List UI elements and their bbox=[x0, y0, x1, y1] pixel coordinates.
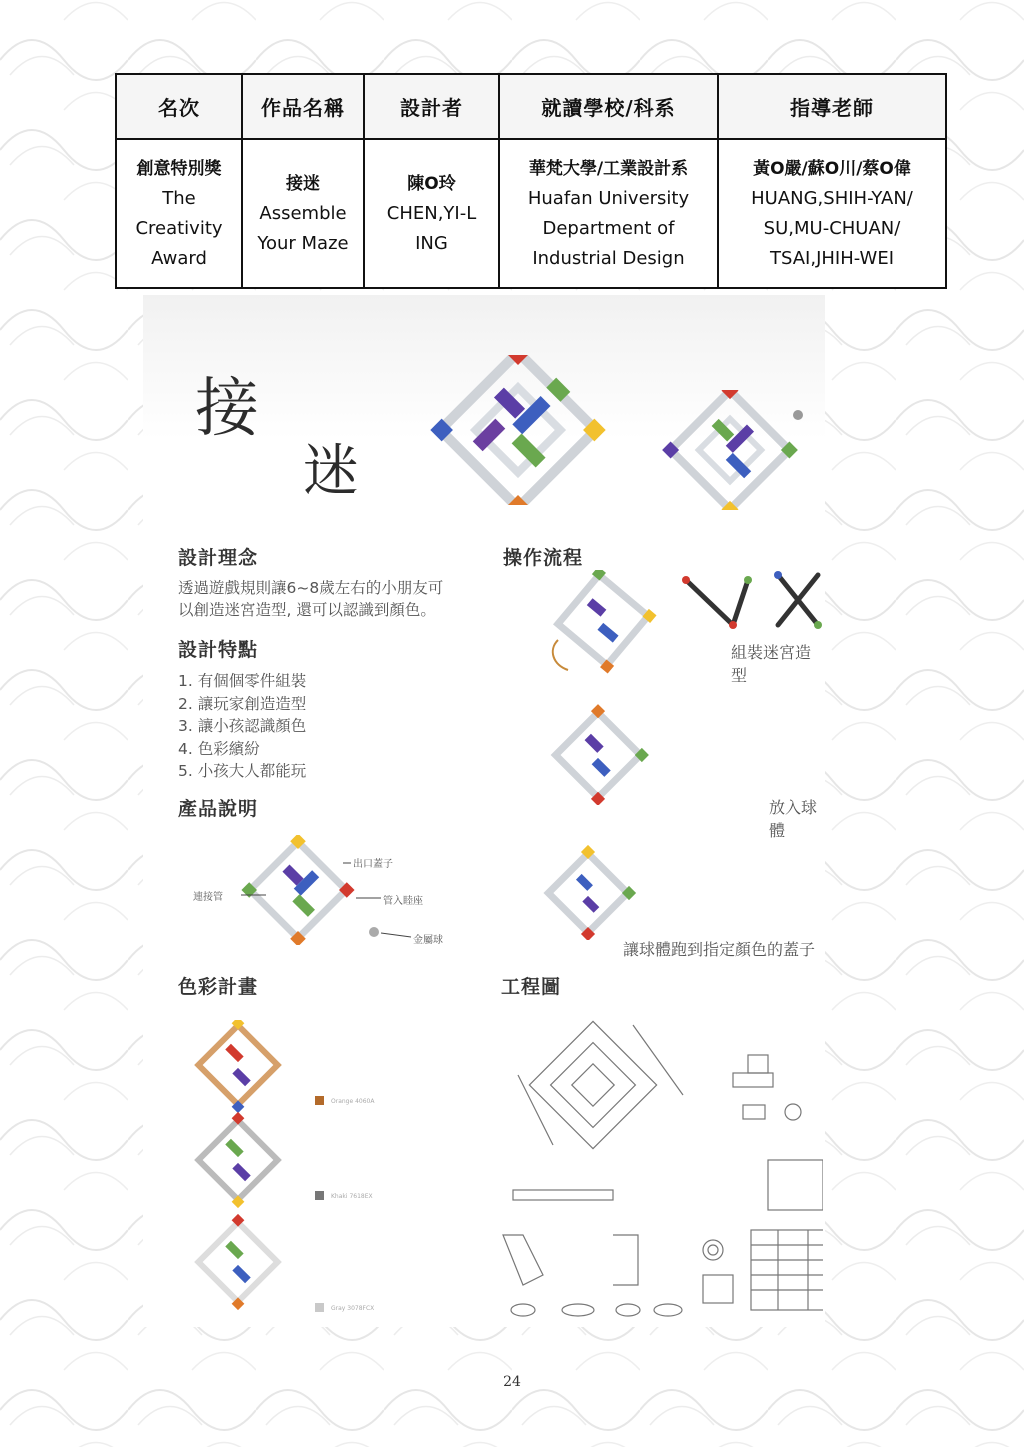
swatch-gray bbox=[315, 1303, 324, 1312]
list-item: 4. 色彩繽紛 bbox=[178, 739, 260, 758]
page-number: 24 bbox=[503, 1374, 521, 1390]
swatch-khaki-label: Khaki 7618EX bbox=[331, 1193, 373, 1200]
header-rank: 名次 bbox=[116, 74, 242, 139]
swatch-khaki bbox=[315, 1191, 324, 1200]
list-item: 1. 有個個零件組裝 bbox=[178, 672, 307, 690]
swatch-orange-label: Orange 4060A bbox=[331, 1098, 375, 1105]
advisor-en-1: HUANG,SHIH-YAN/ bbox=[751, 187, 913, 209]
process-assembly-parts bbox=[678, 565, 825, 640]
header-designer: 設計者 bbox=[364, 74, 499, 139]
engineering-heading: 工程圖 bbox=[501, 976, 562, 998]
work-en-2: Your Maze bbox=[257, 232, 349, 254]
designer-en-1: CHEN,YI-L bbox=[386, 202, 477, 224]
process-heading: 操作流程 bbox=[503, 547, 584, 569]
list-item: 2. 讓玩家創造造型 bbox=[178, 694, 307, 713]
cell-rank bbox=[116, 139, 242, 288]
label-connector: 連接管 bbox=[193, 892, 223, 903]
school-zh: 華梵大學/工業設計系 bbox=[528, 158, 689, 179]
school-en-1: Huafan University bbox=[527, 187, 690, 209]
swatch-gray-label: Gray 3078FCX bbox=[331, 1305, 375, 1312]
rank-en-1: The bbox=[162, 187, 196, 209]
features-heading: 設計特點 bbox=[178, 639, 259, 661]
header-school: 就讀學校/科系 bbox=[499, 74, 718, 139]
concept-line-2: 以創造迷宮造型, 還可以認識到顏色。 bbox=[178, 601, 436, 619]
advisor-zh: 黃O嚴/蘇O川/蔡O偉 bbox=[753, 158, 911, 179]
school-en-2: Department of bbox=[542, 217, 675, 239]
work-en-1: Assemble bbox=[259, 202, 347, 224]
process-step3-render bbox=[533, 845, 643, 940]
table-header-row bbox=[116, 74, 946, 139]
cell-school bbox=[499, 139, 718, 288]
list-item: 5. 小孩大人都能玩 bbox=[178, 762, 307, 780]
color-plan-renders bbox=[183, 1020, 303, 1320]
design-poster bbox=[143, 295, 825, 1327]
concept-heading: 設計理念 bbox=[178, 547, 259, 569]
work-zh: 接迷 bbox=[286, 173, 320, 194]
advisor-en-3: TSAI,JHIH-WEI bbox=[769, 247, 895, 269]
rank-zh: 創意特別獎 bbox=[136, 158, 222, 179]
list-item: 3. 讓小孩認識顏色 bbox=[178, 717, 307, 735]
hero-maze-render-small bbox=[648, 390, 813, 510]
school-en-3: Industrial Design bbox=[532, 247, 685, 269]
label-ball: 金屬球 bbox=[413, 935, 443, 946]
cell-work bbox=[242, 139, 364, 288]
poster-title-char-2: 迷 bbox=[303, 439, 359, 504]
cell-advisor bbox=[718, 139, 946, 288]
rank-en-3: Award bbox=[151, 247, 207, 269]
swatch-orange bbox=[315, 1096, 324, 1105]
award-table bbox=[115, 73, 947, 289]
concept-text bbox=[178, 577, 508, 621]
cell-designer bbox=[364, 139, 499, 288]
step-goal-caption: 讓球體跑到指定顏色的蓋子 bbox=[623, 940, 816, 959]
label-outlet-cover: 出口蓋子 bbox=[353, 859, 393, 870]
advisor-en-2: SU,MU-CHUAN/ bbox=[763, 217, 901, 239]
color-plan-heading: 色彩計畫 bbox=[178, 976, 259, 998]
step-assemble-caption: 組裝迷宮造型 bbox=[731, 643, 812, 685]
rank-en-2: Creativity bbox=[135, 217, 223, 239]
step-ball-caption: 放入球體 bbox=[769, 798, 818, 840]
process-step1-render bbox=[538, 570, 668, 680]
hero-maze-render bbox=[418, 355, 618, 505]
process-step2-render bbox=[543, 700, 653, 805]
concept-line-1: 透過遊戲規則讓6~8歲左右的小朋友可 bbox=[178, 579, 444, 597]
product-heading: 產品說明 bbox=[178, 798, 259, 820]
engineering-drawings bbox=[493, 1005, 823, 1325]
designer-en-2: ING bbox=[415, 232, 448, 254]
header-work: 作品名稱 bbox=[242, 74, 364, 139]
designer-zh: 陳O玲 bbox=[407, 173, 456, 194]
label-inlet-tube: 管入睦座 bbox=[383, 896, 423, 907]
header-advisor: 指導老師 bbox=[718, 74, 946, 139]
poster-title-char-1: 接 bbox=[195, 372, 259, 446]
table-row bbox=[116, 139, 946, 288]
features-list bbox=[178, 670, 306, 783]
